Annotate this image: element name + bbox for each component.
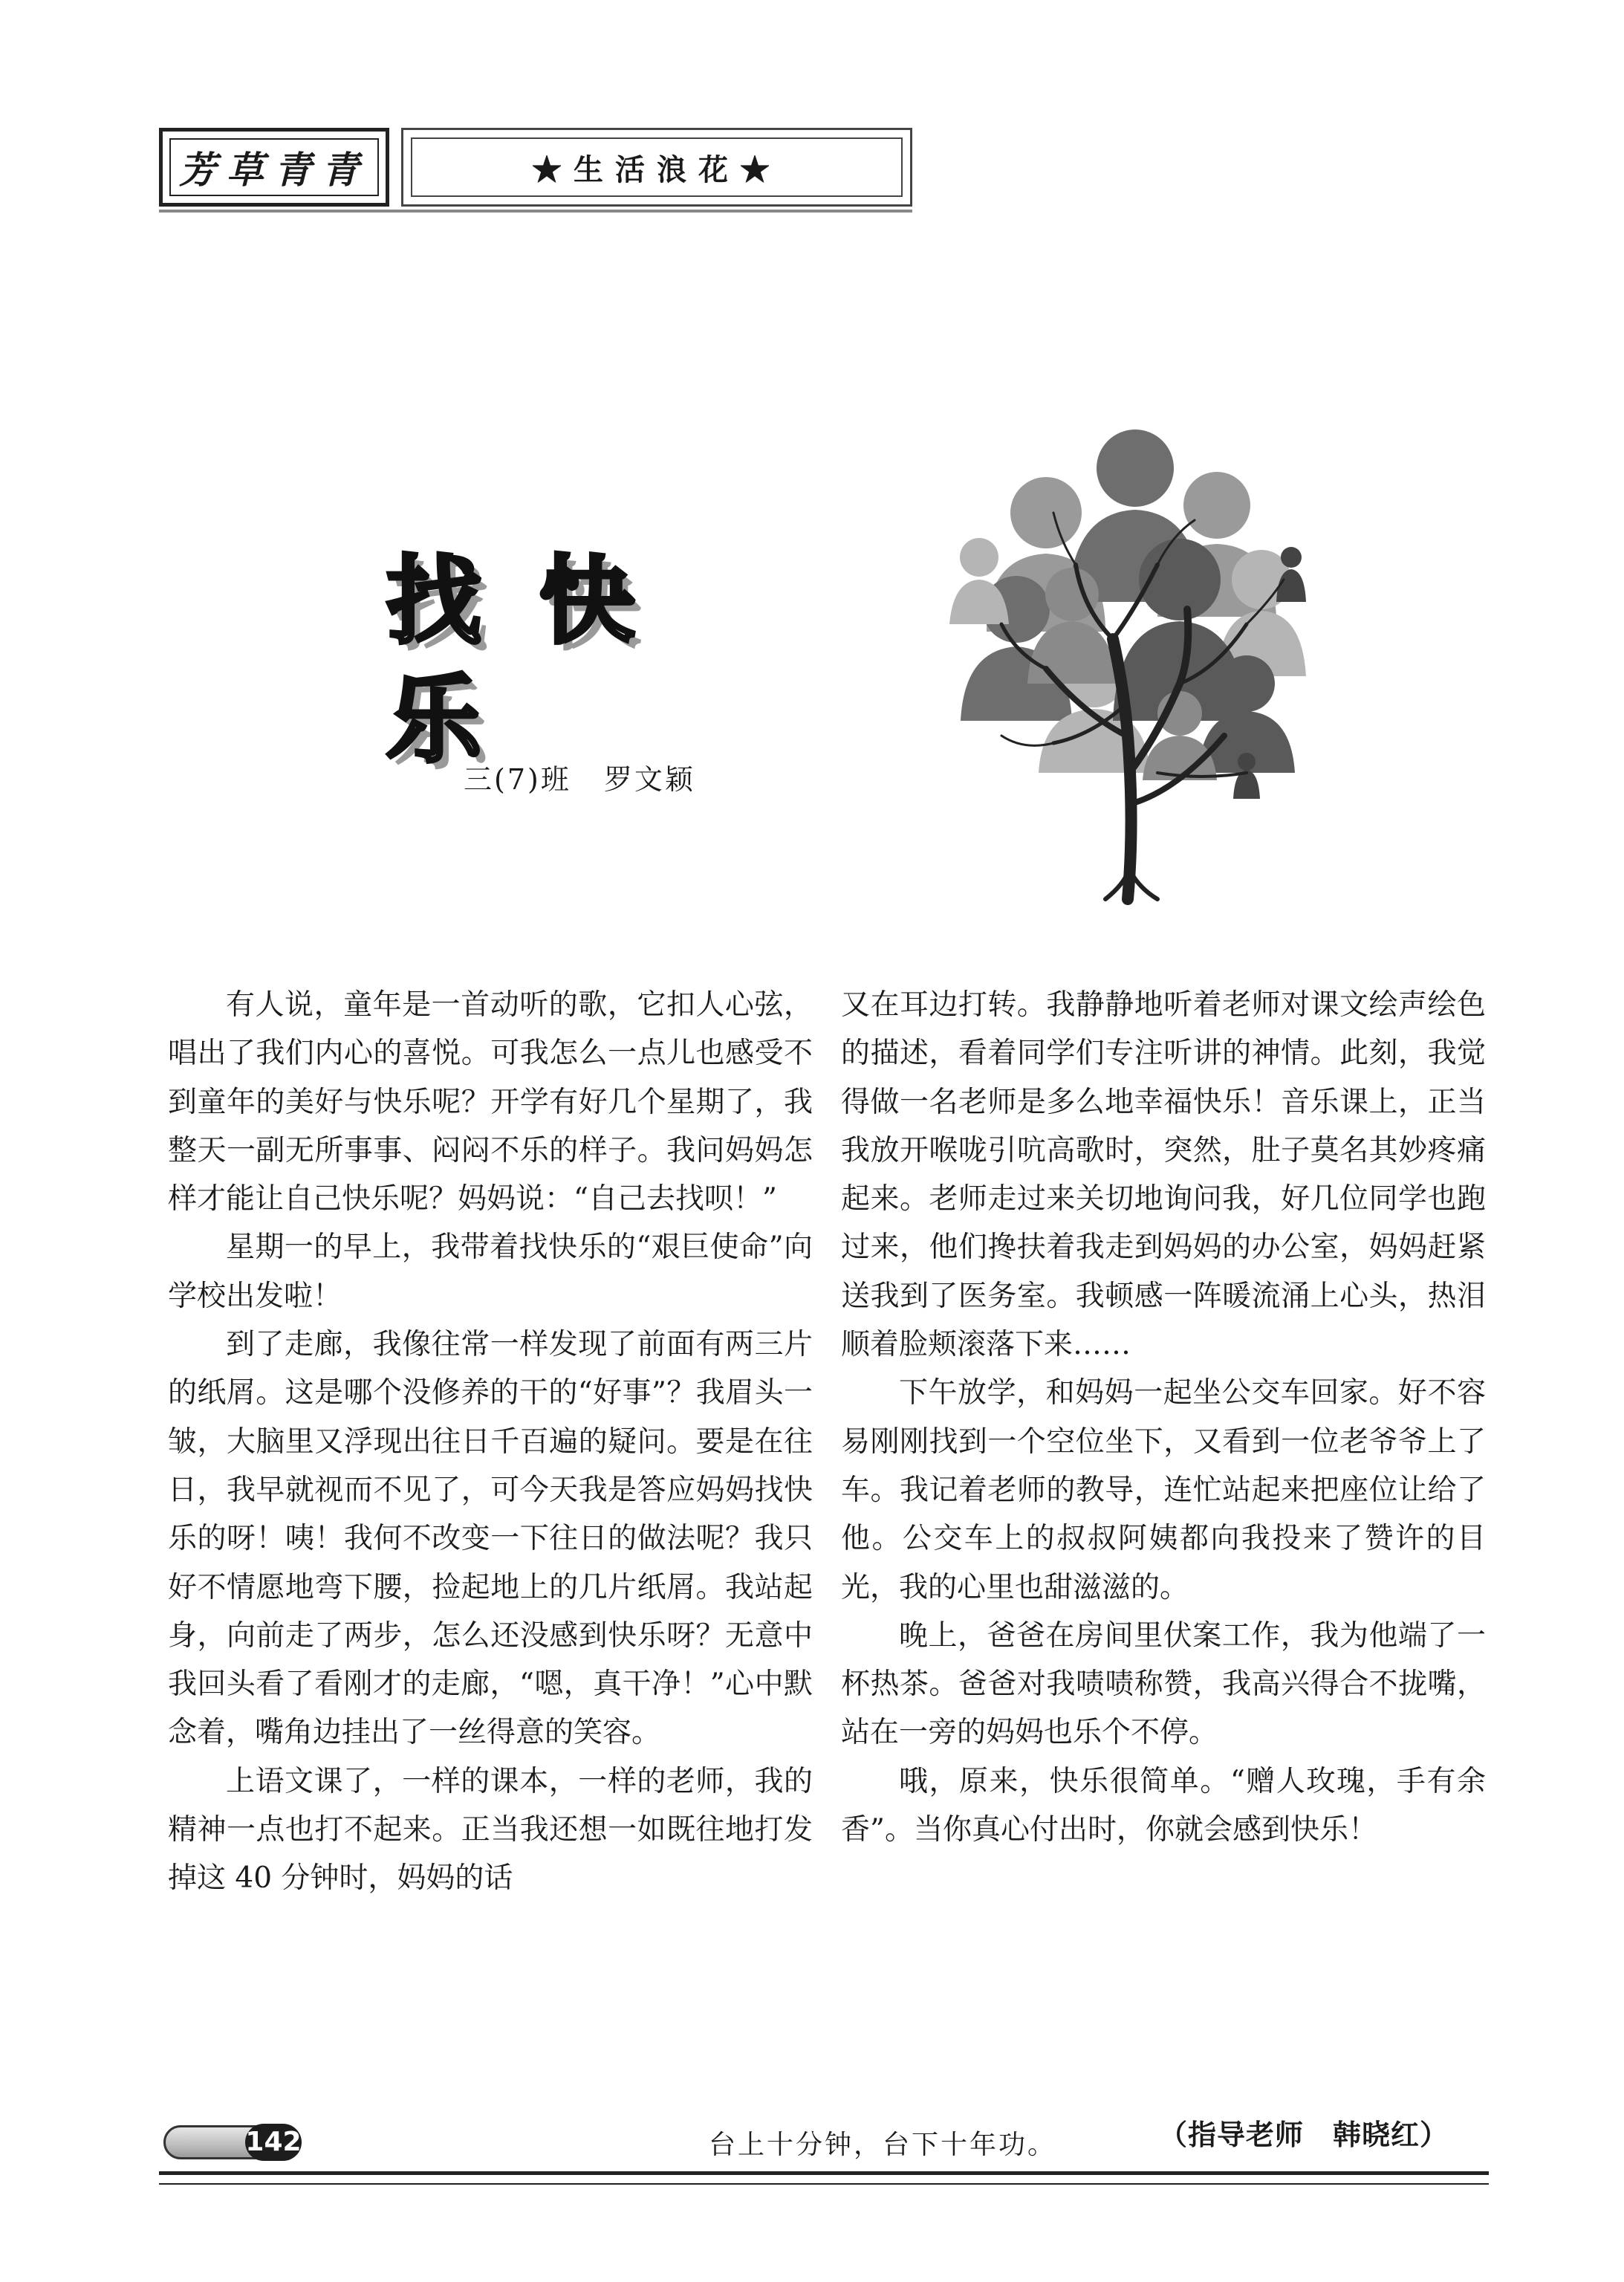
page-number: 142	[245, 2124, 302, 2161]
author-class: 三(7)班	[464, 763, 571, 796]
paragraph: 星期一的早上，我带着找快乐的“艰巨使命”向学校出发啦！	[168, 1231, 813, 1313]
paragraph: 到了走廊，我像往常一样发现了前面有两三片的纸屑。这是哪个没修养的干的“好事”？我眉头一皱，大脑里又浮现出往日千百遍的疑问。要是在往日，我早就视而不见了，可今天我是答应妈妈找快乐的呀！咦！我何不改变一下往日的做法呢？我只好不情愿地弯下腰，捡起地上的几片纸屑。我站起身，向前走了两步，怎么还没感到快乐呀？无意中我回头看了看刚才的走廊，“嗯，真干净！”心中默念着，嘴角边挂出了一丝得意的笑容。	[168, 1328, 813, 1750]
paragraph: 下午放学，和妈妈一起坐公交车回家。好不容易刚刚找到一个空位坐下，又看到一位老爷爷上了车。我记着老师的教导，连忙站起来把座位让给了他。公交车上的叔叔阿姨都向我投来了赞许的目光，我的心里也甜滋滋的。	[841, 1376, 1486, 1604]
paragraph: 哦，原来，快乐很简单。“赠人玫瑰，手有余香”。当你真心付出时，你就会感到快乐！	[841, 1764, 1486, 1847]
footer-motto: 台上十分钟，台下十年功。	[709, 2130, 1057, 2160]
section-name-box	[401, 128, 912, 207]
column-name-box	[159, 128, 389, 207]
byline	[464, 756, 728, 797]
column-name: 芳草青青	[169, 138, 379, 196]
paragraph: 上语文课了，一样的课本，一样的老师，我的精神一点也打不起来。正当我还想一如既往地打发掉这 40 分钟时，妈妈的话	[168, 1764, 813, 1896]
paragraph: 晚上，爸爸在房间里伏案工作，我为他端了一杯热茶。爸爸对我啧啧称赞，我高兴得合不拢嘴，站在一旁的妈妈也乐个不停。	[841, 1618, 1486, 1750]
paragraph: 有人说，童年是一首动听的歌，它扣人心弦，唱出了我们内心的喜悦。可我怎么一点儿也感受不到童年的美好与快乐呢？开学有好几个星期了，我整天一副无所事事、闷闷不乐的样子。我问妈妈怎样才能让自己快乐呢？妈妈说：“自己去找呗！”	[168, 988, 813, 1216]
teacher-note: （指导老师 韩晓红）	[1159, 2119, 1449, 2151]
article-title: 找快乐	[386, 546, 693, 776]
article-column-right	[841, 981, 1486, 1854]
tree-of-people-icon	[935, 386, 1351, 907]
article-column-left	[168, 981, 813, 1903]
paragraph-continuation: 又在耳边打转。我静静地听着老师对课文绘声绘色的描述，看着同学们专注听讲的神情。此刻，我觉得做一名老师是多么地幸福快乐！音乐课上，正当我放开喉咙引吭高歌时，突然，肚子莫名其妙疼痛起来。老师走过来关切地询问我，好几位同学也跑过来，他们搀扶着我走到妈妈的办公室，妈妈赶紧送我到了医务室。我顿感一阵暖流涌上心头，热泪顺着脸颊滚落下来……	[841, 988, 1486, 1362]
footer-rule-thick	[159, 2171, 1489, 2175]
section-header	[159, 128, 912, 207]
author-name: 罗文颖	[603, 763, 695, 796]
header-divider	[159, 210, 912, 213]
footer-rule-thin	[159, 2183, 1489, 2185]
section-name: ★生活浪花★	[411, 137, 903, 197]
